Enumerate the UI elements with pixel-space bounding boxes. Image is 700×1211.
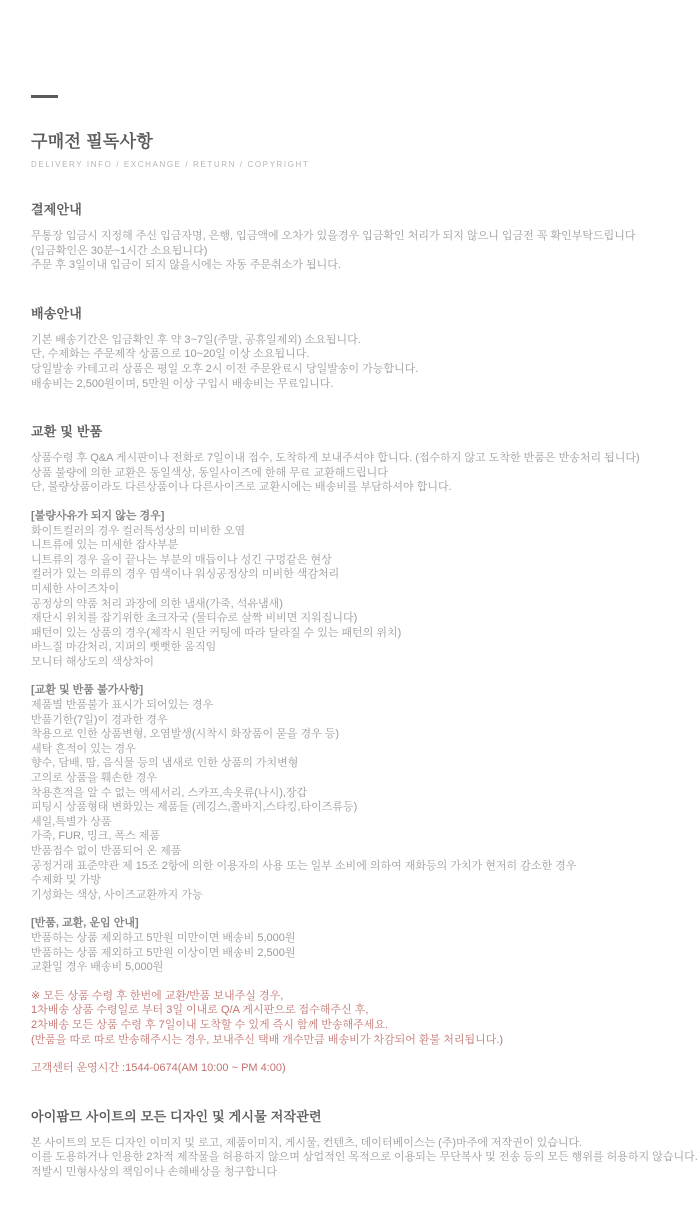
text-line: 주문 후 3일이내 입금이 되지 않을시에는 자동 주문취소가 됩니다. — [31, 259, 341, 272]
text-line: 배송비는 2,500원이며, 5만원 이상 구입시 배송비는 무료입니다. — [31, 377, 334, 390]
text-line: 수제화 및 가방 — [31, 874, 101, 887]
text-line: 기성화는 색상, 사이즈교환까지 가능 — [31, 888, 203, 901]
text-line: 제품별 반품불가 표시가 되어있는 경우 — [31, 699, 214, 712]
text-line: 2차배송 모든 상품 수령 후 7일이내 도착할 수 있게 즉시 함께 반송해주세요. — [31, 1018, 389, 1031]
group-no-exchange-lines — [31, 698, 672, 902]
section-exchange-return — [31, 421, 672, 1076]
group-not-defect — [31, 509, 672, 670]
text-line: 미세한 사이즈차이 — [31, 582, 120, 595]
text-line: 교환일 경우 배송비 5,000원 — [31, 961, 164, 974]
text-line: (입금확인은 30분~1시간 소요됩니다) — [31, 244, 208, 257]
text-line: 착용으로 인한 상품변형, 오염발생(시착시 화장품이 묻을 경우 등) — [31, 728, 340, 741]
group-return-fee-title: [반품, 교환, 운임 안내] — [31, 917, 139, 930]
text-line: 바느질 마감처리, 지퍼의 뻣뻣한 움직임 — [31, 641, 217, 654]
text-line: 모니터 해상도의 색상차이 — [31, 655, 154, 668]
text-line: 세탁 흔적이 있는 경우 — [31, 742, 136, 755]
text-line: 공정상의 약품 처리 과장에 의한 냄새(가죽, 석유냄새) — [31, 597, 283, 610]
text-line: 화이트컬러의 경우 컬러특성상의 미비한 오염 — [31, 524, 246, 537]
text-line: 적발시 민형사상의 책임이나 손해배상을 청구합니다 — [31, 1165, 277, 1178]
text-line: 단, 수제화는 주문제작 상품으로 10~20일 이상 소요됩니다. — [31, 348, 310, 361]
text-line: 향수, 담배, 땀, 음식물 등의 냄새로 인한 상품의 가치변형 — [31, 757, 299, 770]
text-line: ※ 모든 상품 수령 후 한번에 교환/반품 보내주실 경우, — [31, 989, 284, 1002]
text-line: 컬러가 있는 의류의 경우 염색이나 워싱공정상의 미비한 색감처리 — [31, 568, 340, 581]
text-line: 단, 불량상품이라도 다른상품이나 다른사이즈로 교환시에는 배송비를 부담하셔야 합니다. — [31, 481, 452, 494]
group-not-defect-lines — [31, 524, 672, 670]
text-line: 가죽, FUR, 밍크, 폭스 제품 — [31, 830, 161, 843]
section-copyright — [31, 1106, 698, 1180]
text-line: 공정거래 표준약관 제 15조 2항에 의한 이용자의 사용 또는 일부 소비에 의하여 재화등의 가치가 현저히 감소한 경우 — [31, 859, 577, 872]
exchange-intro-lines — [31, 451, 672, 495]
group-return-fee-lines — [31, 931, 672, 975]
text-line: 반품하는 상품 제외하고 5만원 미만이면 배송비 5,000원 — [31, 931, 296, 944]
accent-dash — [31, 95, 58, 98]
text-line: 고의로 상품을 훼손한 경우 — [31, 772, 158, 785]
text-line: 피팅시 상품형태 변화있는 제품들 (레깅스,쫄바지,스타킹,타이즈류등) — [31, 801, 358, 814]
text-line: 착용흔적을 알 수 없는 액세서리, 스카프,속옷류(나시),장갑 — [31, 786, 308, 799]
text-line: 상품 불량에 의한 교환은 동일색상, 동일사이즈에 한해 무료 교환해드립니다 — [31, 466, 388, 479]
group-no-exchange-title: [교환 및 반품 불가사항] — [31, 684, 144, 697]
text-line: 본 사이트의 모든 디자인 이미지 및 로고, 제품이미지, 게시물, 컨텐츠, 데이터베이스는 (주)마주에 저작권이 있습니다. — [31, 1136, 583, 1149]
customer-service-hours — [31, 1061, 672, 1076]
cs-hours-text: 고객센터 운영시간 :1544-0674(AM 10:00 ~ PM 4:00) — [31, 1062, 286, 1075]
text-line: 패턴이 있는 상품의 경우(제작시 원단 커팅에 따라 달라질 수 있는 패턴의 위치) — [31, 626, 402, 639]
copyright-lines — [31, 1136, 698, 1180]
text-line: 상품수령 후 Q&A 게시판이나 전화로 7일이내 접수, 도착하게 보내주셔야 합니다. (접수하지 않고 도착한 반품은 반송처리 됩니다) — [31, 452, 640, 465]
text-line: 기본 배송기간은 입금확인 후 약 3~7일(주말, 공휴일제외) 소요됩니다. — [31, 333, 361, 346]
text-line: 반품하는 상품 제외하고 5만원 이상이면 배송비 2,500원 — [31, 946, 296, 959]
section-shipping — [31, 303, 672, 391]
exchange-heading: 교환 및 반품 — [31, 424, 103, 440]
group-return-fee — [31, 916, 672, 974]
text-line: 재단시 위치를 잡기위한 초크자국 (물티슈로 살짝 비비면 지워집니다) — [31, 612, 358, 625]
text-line: 니트류의 경우 올이 끝나는 부분의 매듭이나 성긴 구멍같은 현상 — [31, 553, 332, 566]
shipping-lines — [31, 333, 672, 391]
return-notice-red — [31, 989, 672, 1047]
text-line: 무통장 입금시 지정해 주신 입금자명, 은행, 입금액에 오차가 있을경우 입금확인 처리가 되지 않으니 입금전 꼭 확인부탁드립니다 — [31, 230, 636, 242]
shipping-heading: 배송안내 — [31, 305, 83, 321]
group-not-defect-title: [불량사유가 되지 않는 경우] — [31, 509, 165, 522]
text-line: (반품을 따로 따로 반송해주시는 경우, 보내주신 택배 개수만큼 배송비가 차감되어 환불 처리됩니다.) — [31, 1033, 504, 1046]
text-line: 니트류에 있는 미세한 잡사부분 — [31, 539, 179, 552]
text-line: 이를 도용하거나 인용한 2차적 제작물을 허용하지 않으며 상업적인 목적으로 이용되는 무단복사 및 전송 등의 모든 행위를 허용하지 않습니다. — [31, 1151, 698, 1164]
text-line: 당일발송 카테고리 상품은 평일 오후 2시 이전 주문완료시 당일발송이 가능합니다. — [31, 362, 419, 375]
text-line: 반품기한(7일)이 경과한 경우 — [31, 713, 168, 726]
group-no-exchange — [31, 683, 672, 902]
text-line: 세일,특별가 상품 — [31, 815, 112, 828]
text-line: 1차배송 상품 수령일로 부터 3일 이내로 Q/A 게시판으로 접수해주신 후, — [31, 1004, 369, 1017]
payment-heading: 결제안내 — [31, 202, 83, 217]
page-subtitle: DELIVERY INFO / EXCHANGE / RETURN / COPYRIGHT — [31, 160, 310, 169]
copyright-heading: 아이팜므 사이트의 모든 디자인 및 게시물 저작관련 — [31, 1108, 322, 1124]
page-title: 구매전 필독사항 — [31, 132, 154, 151]
text-line: 반품접수 없이 반품되어 온 제품 — [31, 845, 182, 857]
section-payment — [31, 199, 672, 273]
payment-lines — [31, 229, 672, 273]
